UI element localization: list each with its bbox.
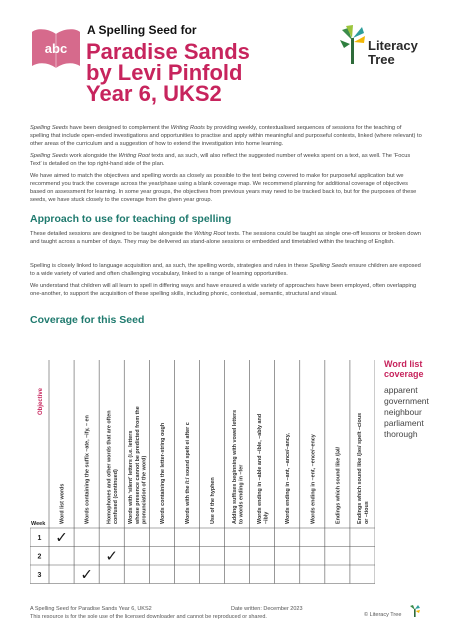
- objective-header: Words ending in –ant, –ance/–ancy,: [285, 433, 292, 524]
- week-number: 2: [37, 553, 42, 561]
- objective-header: Words containing the suffix –ate, –ify, – en: [84, 415, 91, 524]
- approach-paragraph-2: [30, 262, 422, 278]
- text-run: by providing weekly, contextualised sequences of sessions for the teaching of spelling that include open-ended investigations and opportunities to practise and apply within meaningful and purposeful contexts, linked (where relevant) to other areas of the curriculum and a suggestion of how to extend the investigation into home learning.: [30, 125, 422, 147]
- text-run: have been designed to complement the: [67, 125, 171, 131]
- objective-header: to words ending in –fer: [238, 464, 245, 524]
- text-run: Spelling is closely linked to language acquisition and, as such, the spelling words, strategies and rules in these: [30, 263, 310, 269]
- word-list-item: neighbour: [384, 407, 422, 417]
- intro-paragraph-3: We have aimed to match the objectives and spelling words as closely as possible to the text being covered to make for purposeful application but we recommend you track the coverage across the year/phase using a blank coverage map. We recommend planning for additional coverage of objectives based on assessment for learning. In some year groups, the objectives from previous years may need to be tracked back to, but for the purposes of these seeds, we have stuck closely to the coverage from the given year group.: [30, 173, 417, 203]
- objective-header: confused (continued): [112, 469, 119, 524]
- coverage-heading: Coverage for this Seed: [30, 314, 145, 326]
- text-italic: Writing Root: [194, 231, 226, 237]
- abc-logo-text: abc: [44, 41, 68, 56]
- word-list-item: government: [384, 396, 429, 406]
- footer-copyright: © Literacy Tree: [364, 612, 402, 618]
- objective-header: Words ending in –able and –ible, –ably and: [256, 413, 263, 524]
- objective-header: pronunciation of the word): [141, 455, 148, 524]
- objective-header: Adding suffixes beginning with vowel letters: [231, 409, 238, 524]
- objective-header: Words with the /i:/ sound spelt ei after c: [184, 422, 191, 524]
- objective-label: Objective: [38, 388, 44, 416]
- intro-paragraph-1: [30, 124, 422, 148]
- text-italic: Writing Roots: [170, 125, 205, 131]
- week-number: 3: [37, 571, 42, 579]
- abc-book-logo: [30, 26, 82, 70]
- text-run: texts and, as such, will also reflect the suggested number of weeks spent on a text, as well. The ‘Focus Text’ is detailed on the top right-hand side of the plan.: [30, 153, 411, 167]
- page-title: [86, 41, 250, 104]
- objective-header: –ibly: [263, 511, 270, 524]
- text-run: texts. The sessions could be taught as single one-off lessons or broken down and taught across a number of days. They may be delivered as stand-alone sessions or embedded and timetabled within the teaching of English.: [30, 231, 421, 245]
- intro-paragraph-2: [30, 152, 422, 168]
- word-list-heading: coverage: [384, 369, 424, 379]
- text-italic: Writing Root: [118, 153, 150, 159]
- coverage-table: [30, 360, 375, 584]
- objective-header: Words ending in –ent, –ence/–ency: [310, 434, 317, 524]
- word-list-heading: Word list: [384, 359, 423, 369]
- text-italic: Spelling Seeds: [30, 125, 68, 131]
- objective-header: Use of the hyphen: [210, 477, 216, 524]
- approach-paragraph-3: We understand that children will all learn to spell in differing ways and have ensured a wide variety of approaches have been employed, often overlapping one-another, to support the acquisition of these spelling skills, including phonic, contextual, semantic, structural and visual.: [30, 283, 417, 297]
- week-label: Week: [31, 521, 46, 527]
- title-line: Year 6, UKS2: [86, 81, 222, 106]
- title-line: Paradise Sands: [86, 39, 250, 64]
- literacy-tree-logo: [338, 24, 424, 76]
- page-kicker: A Spelling Seed for: [87, 23, 197, 37]
- text-run: ensure children are exposed to a wide variety of varied and often challenging vocabulary, linked to a range of learning opportunities.: [30, 263, 421, 277]
- objective-header: Word list words: [59, 483, 66, 524]
- footer-license: This resource is for the sole use of the licensed downloader and cannot be reproduced or shared.: [30, 614, 267, 620]
- tick-mark: ✓: [55, 528, 68, 547]
- objective-header: whose presence cannot be predicted from the: [134, 406, 141, 524]
- week-number: 1: [37, 534, 42, 542]
- objective-header: Words with ‘silent’ letters (i.e. letters: [128, 430, 135, 524]
- title-line: by Levi Pinfold: [86, 60, 243, 85]
- approach-paragraph-1: [30, 230, 422, 246]
- text-run: These detailed sessions are designed to be taught alongside the: [30, 231, 195, 237]
- tick-mark: ✓: [80, 565, 93, 584]
- objective-header: Homophones and other words that are often: [106, 410, 113, 524]
- tick-mark: ✓: [105, 546, 118, 565]
- footer-date: Date written: December 2023: [231, 606, 303, 612]
- objective-header: Endings which sound like /ʃəs/ spelt –cious: [357, 412, 364, 524]
- text-italic: Spelling Seeds: [309, 263, 348, 269]
- objective-header: or –tious: [363, 501, 370, 524]
- footer-tree-icon: [408, 604, 422, 618]
- brand-line: Tree: [368, 52, 395, 67]
- text-run: work alongside the: [67, 153, 119, 159]
- word-list-item: apparent: [384, 385, 418, 395]
- text-italic: Spelling Seeds: [30, 153, 68, 159]
- brand-line: Literacy: [368, 38, 418, 53]
- objective-header: Endings which sound like /ʃəl/: [335, 447, 342, 524]
- objective-header: Words containing the letter-string ough: [159, 422, 166, 524]
- word-list-coverage: [384, 359, 444, 440]
- word-list-item: parliament: [384, 418, 424, 428]
- footer-title: A Spelling Seed for Paradise Sands Year 6, UKS2: [30, 606, 152, 612]
- approach-heading: Approach to use for teaching of spelling: [30, 213, 232, 225]
- word-list-item: thorough: [384, 429, 418, 439]
